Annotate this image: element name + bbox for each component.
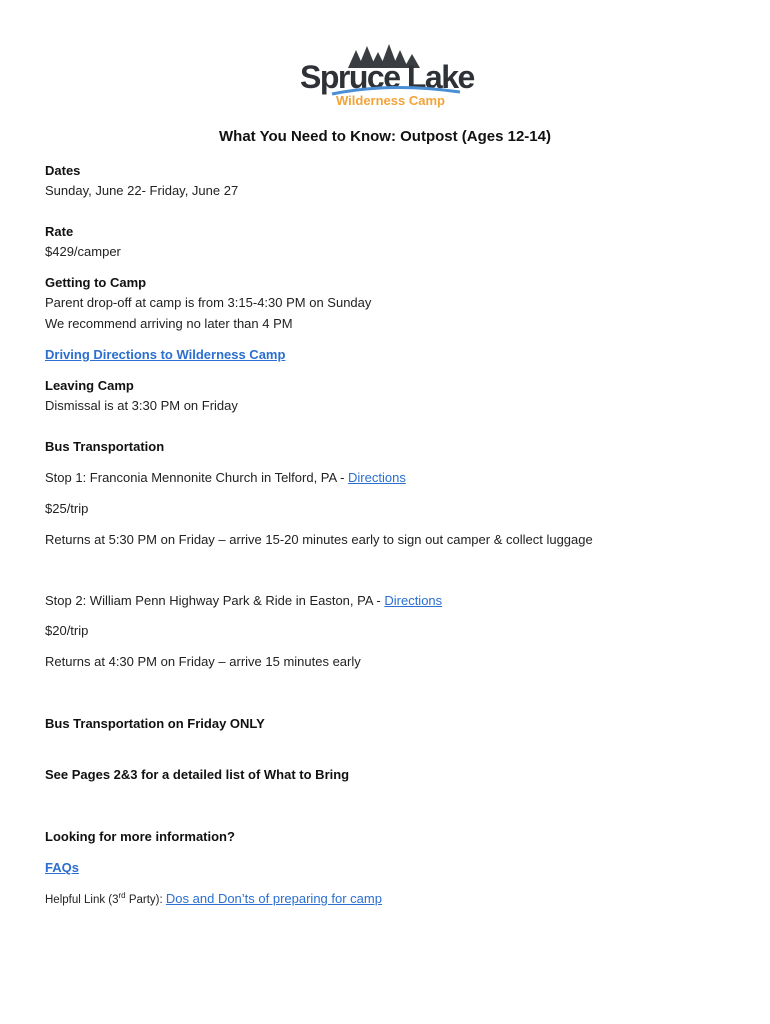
bus-transportation-heading: Bus Transportation [45, 439, 165, 454]
stop2-directions-link[interactable]: Directions [384, 593, 443, 608]
page-title: What You Need to Know: Outpost (Ages 12-14) [219, 128, 551, 145]
bus-friday-only: Bus Transportation on Friday ONLY [45, 716, 265, 731]
dropoff-time: Parent drop-off at camp is from 3:15-4:30 PM on Sunday [45, 295, 372, 310]
stop1-price: $25/trip [45, 501, 89, 516]
getting-to-camp-heading: Getting to Camp [45, 275, 147, 290]
stop1-returns: Returns at 5:30 PM on Friday – arrive 15-20 minutes early to sign out camper & collect luggage [45, 532, 593, 547]
helpful-suffix: Party): [125, 894, 166, 906]
stop2-line [45, 593, 442, 609]
spruce-lake-logo [300, 44, 474, 110]
stop2-price: $20/trip [45, 623, 89, 638]
helpful-link-line [45, 891, 382, 908]
logo-subtitle: Wilderness Camp [336, 93, 445, 108]
what-to-bring-note: See Pages 2&3 for a detailed list of What to Bring [45, 767, 350, 782]
dos-and-donts-link[interactable]: Dos and Don’ts of preparing for camp [165, 891, 382, 906]
dismissal-time: Dismissal is at 3:30 PM on Friday [45, 398, 238, 413]
stop1-directions-link[interactable]: Directions [348, 470, 406, 485]
arrival-recommendation: We recommend arriving no later than 4 PM [45, 316, 293, 331]
stop2-text: Stop 2: William Penn Highway Park & Ride in Easton, PA - [45, 593, 385, 608]
leaving-camp-heading: Leaving Camp [45, 378, 134, 393]
faqs-line [45, 860, 79, 876]
stop1-line [45, 470, 406, 486]
more-info-heading: Looking for more information? [45, 829, 235, 844]
driving-directions-line [45, 347, 285, 363]
logo-brand-text: Spruce Lake [300, 59, 474, 95]
helpful-prefix: Helpful Link (3 [45, 894, 119, 906]
driving-directions-link[interactable]: Driving Directions to Wilderness Camp [45, 347, 286, 362]
faqs-link[interactable]: FAQs [45, 860, 79, 875]
stop2-returns: Returns at 4:30 PM on Friday – arrive 15 minutes early [45, 654, 361, 669]
rate-value: $429/camper [45, 244, 121, 259]
dates-heading: Dates [45, 163, 81, 178]
helpful-sup: rd [118, 891, 126, 901]
stop1-text: Stop 1: Franconia Mennonite Church in Telford, PA - [45, 470, 349, 485]
rate-heading: Rate [45, 224, 74, 239]
dates-value: Sunday, June 22- Friday, June 27 [45, 183, 239, 198]
